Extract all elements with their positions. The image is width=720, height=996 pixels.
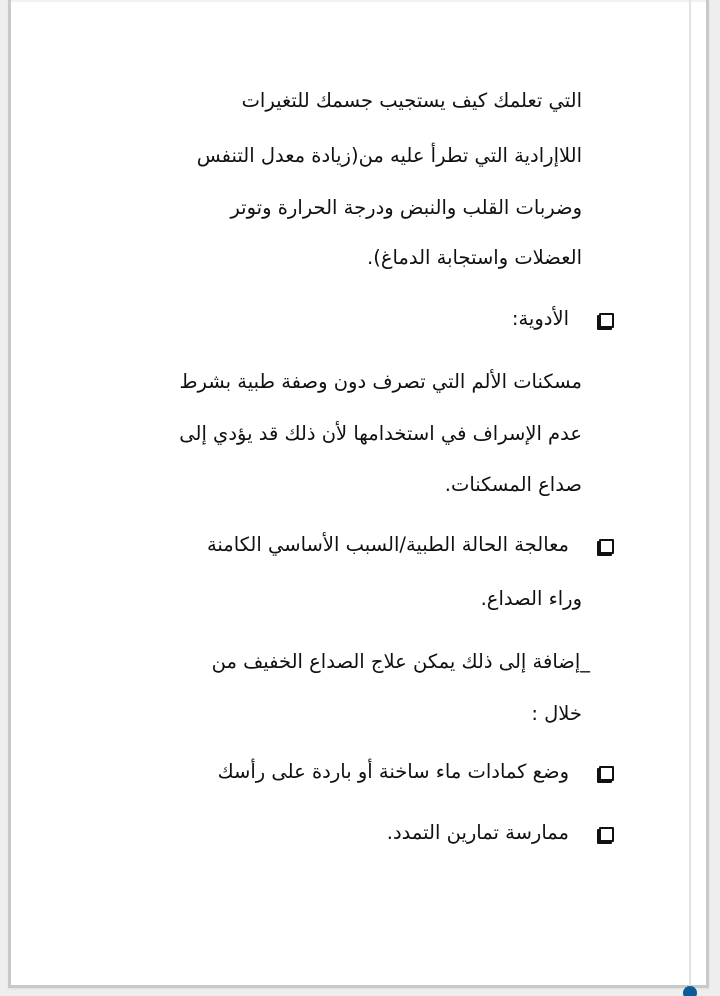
paragraph-line: صداع المسكنات. [444, 473, 582, 496]
bullet-item-treat-cause [207, 530, 614, 560]
checkbox-square-icon [599, 313, 614, 328]
bullet-label: الأدوية: [511, 307, 569, 330]
paragraph-line: مسكنات الألم التي تصرف دون وصفة طبية بشرط [179, 370, 582, 393]
paragraph-line: عدم الإسراف في استخدامها لأن ذلك قد يؤدي إلى [179, 422, 582, 445]
bullet-continuation: وراء الصداع. [480, 587, 582, 610]
bullet-item-medications [512, 304, 614, 334]
checkbox-square-icon [599, 539, 614, 554]
bullet-item-stretch [387, 818, 614, 848]
bullet-label: معالجة الحالة الطبية/السبب الأساسي الكامنة [206, 533, 569, 556]
checkbox-square-icon [599, 766, 614, 781]
paragraph-line: وضربات القلب والنبض ودرجة الحرارة وتوتر [230, 196, 582, 219]
paragraph-line: خلال : [531, 702, 582, 725]
bullet-item-compress [218, 757, 614, 787]
paragraph-line: _إضافة إلى ذلك يمكن علاج الصداع الخفيف من [211, 650, 590, 673]
checkbox-square-icon [599, 827, 614, 842]
paragraph-line: العضلات واستجابة الدماغ). [367, 246, 582, 269]
bullet-label: ممارسة تمارين التمدد. [386, 821, 569, 844]
bullet-label: وضع كمادات ماء ساخنة أو باردة على رأسك [217, 760, 569, 783]
paragraph-line: اللاإرادية التي تطرأ عليه من(زيادة معدل التنفس [196, 144, 582, 167]
paragraph-line: التي تعلمك كيف يستجيب جسمك للتغيرات [241, 89, 582, 112]
